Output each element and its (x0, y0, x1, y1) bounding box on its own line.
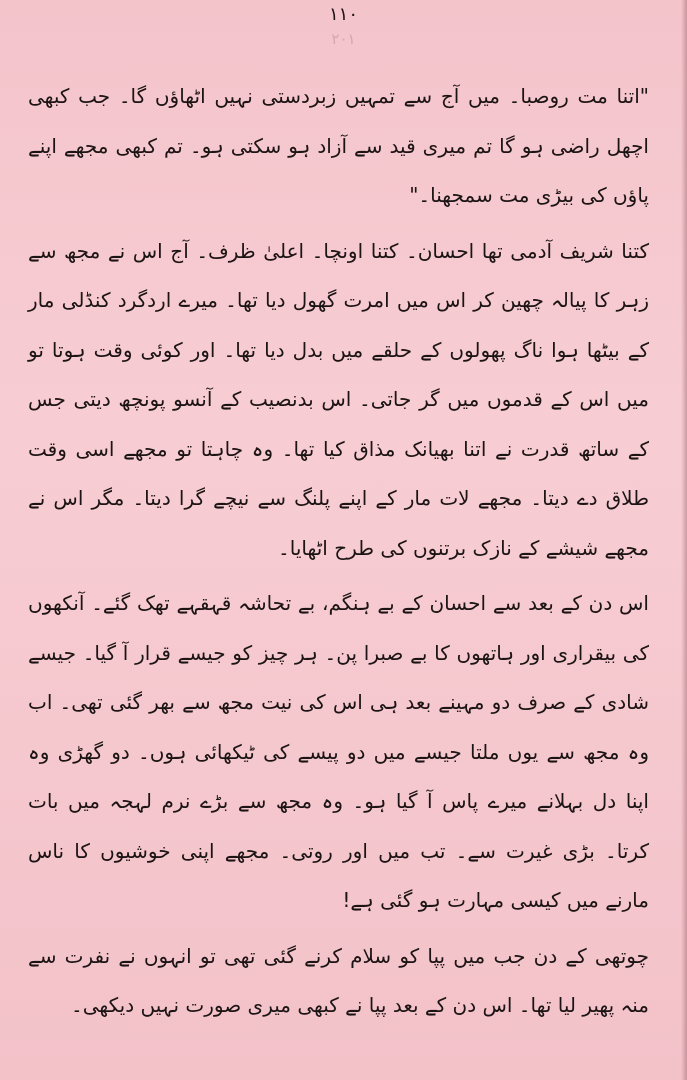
paragraph-1: "اتنا مت روصبا۔ میں آج سے تمہیں زبردستی نہیں اٹھاؤں گا۔ جب کبھی اچھل راضی ہو گا تم میری قید سے آزاد ہو سکتی ہو۔ تم کبھی مجھے اپنے پاؤں کی بیڑی مت سمجھنا۔" (28, 84, 649, 207)
paragraph-4: چوتھی کے دن جب میں پپا کو سلام کرنے گئی تھی تو انہوں نے نفرت سے منہ پھیر لیا تھا۔ اس دن کے بعد پپا نے کبھی میری صورت نہیں دیکھی۔ (28, 943, 649, 1017)
paragraph-2: کتنا شریف آدمی تھا احسان۔ کتنا اونچا۔ اعلیٰ ظرف۔ آج اس نے مجھ سے زہر کا پیالہ چھین کر اس میں امرت گھول دیا تھا۔ میرے اردگرد کنڈلی مار کے بیٹھا ہوا ناگ پھولوں کے حلقے میں بدل دیا تھا۔ اور کوئی وقت ہوتا تو میں اس کے قدموں میں گر جاتی۔ اس بدنصیب کے آنسو پونچھ دیتی جس کے ساتھ قدرت نے اتنا بھیانک مذاق کیا تھا۔ وہ چاہتا تو مجھے اسی وقت طلاق دے دیتا۔ مجھے لات مار کے اپنے پلنگ سے نیچے گرا دیتا۔ مگر اس نے مجھے شیشے کے نازک برتنوں کی طرح اٹھایا۔ (28, 238, 649, 560)
page-body-text (28, 72, 649, 1031)
bleed-through-page-number: ۲۰۱ (331, 30, 356, 48)
paragraph-3: اس دن کے بعد سے احسان کے بے ہنگم، بے تحاشہ قہقہے تھک گئے۔ آنکھوں کی بیقراری اور ہاتھوں کا بے صبرا پن۔ ہر چیز کو جیسے قرار آ گیا۔ جیسے شادی کے صرف دو مہینے بعد ہی اس کی نیت مجھ سے بھر گئی تھی۔ اب وہ مجھ سے یوں ملتا جیسے میں دو پیسے کی ٹیکھائی ہوں۔ دو گھڑی وہ اپنا دل بہلانے میرے پاس آ گیا ہو۔ وہ مجھ سے بڑے نرم لہجہ میں بات کرتا۔ بڑی غیرت سے۔ تب میں اور روتی۔ مجھے اپنی خوشیوں کا ناس مارنے میں کیسی مہارت ہو گئی ہے! (28, 591, 649, 912)
page-edge-shadow (681, 0, 687, 1080)
page-number: ۱۱۰ (328, 4, 358, 25)
